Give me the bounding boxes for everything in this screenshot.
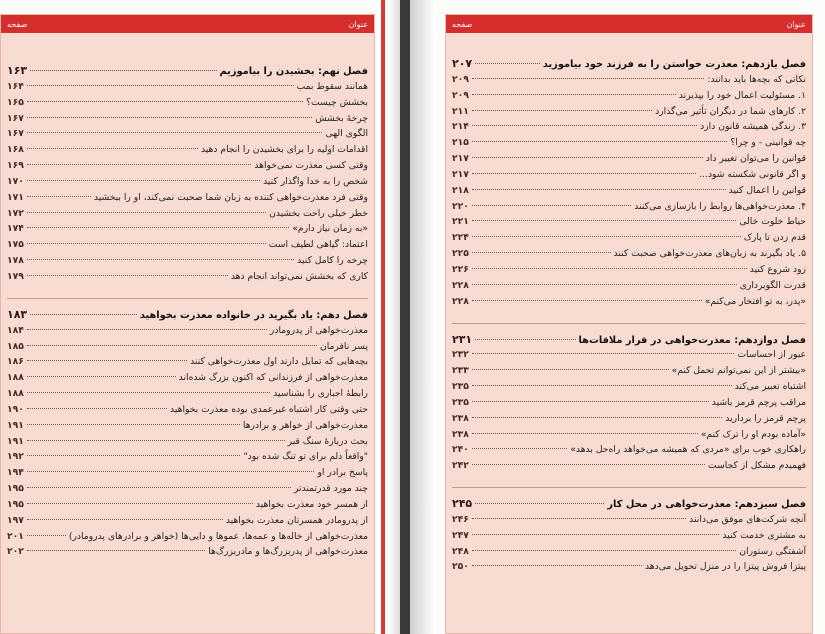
toc-page-number: ۲۰۱: [7, 530, 24, 542]
toc-entry[interactable]: [7, 481, 368, 497]
toc-page-number: ۲۴۶: [452, 513, 469, 525]
toc-page-number: ۲۲۱: [452, 216, 469, 228]
toc-entry-title: بحث دربارهٔ سنگ قبر: [287, 435, 368, 447]
toc-entry[interactable]: [452, 347, 806, 363]
toc-page-number: ۱۸۸: [7, 388, 24, 400]
toc-page-number: ۱۶۹: [7, 160, 24, 172]
dot-leader: [472, 385, 732, 386]
toc-entry[interactable]: [7, 465, 368, 481]
toc-entry-title: پرچم قرمز را بردارید: [725, 412, 806, 424]
dot-leader: [27, 196, 91, 197]
dot-leader: [472, 94, 676, 95]
toc-entry[interactable]: [7, 386, 368, 402]
toc-section: [7, 307, 368, 561]
toc-entry[interactable]: [7, 190, 368, 206]
toc-section: [452, 332, 806, 475]
dot-leader: [472, 173, 696, 174]
toc-entry[interactable]: [7, 269, 368, 285]
toc-entry-title: «به زمان نیاز دارم»: [292, 223, 368, 235]
toc-entry-title: معذرت‌خواهی از خواهر و برادرها: [242, 419, 368, 431]
gutter-shadow-left: [388, 0, 400, 634]
dot-leader: [27, 535, 66, 536]
toc-entry[interactable]: [452, 151, 806, 167]
dot-leader: [27, 376, 176, 377]
toc-entry[interactable]: [452, 246, 806, 262]
dot-leader: [27, 243, 266, 244]
toc-entry[interactable]: [7, 323, 368, 339]
toc-page-number: ۱۹۱: [7, 419, 24, 431]
toc-page-number: ۱۹۰: [7, 403, 24, 415]
dot-leader: [30, 70, 216, 71]
toc-entry-title: معذرت‌خواهی از فرزندانی که اکنون بزرگ شده‌اند: [178, 372, 368, 384]
toc-entry-title: چند مورد قدرتمندتر: [293, 483, 368, 495]
toc-page-number: ۱۹۲: [7, 451, 24, 463]
dot-leader: [27, 392, 270, 393]
toc-entry[interactable]: [452, 512, 806, 528]
toc-page-number: ۲۲۶: [452, 263, 469, 275]
toc-page-number: ۲۳۵: [452, 381, 469, 393]
toc-entry-title: الگوی الهی: [325, 128, 368, 140]
dot-leader: [27, 180, 260, 181]
toc-page-number: ۱۸۸: [7, 372, 24, 384]
toc-page-number: ۲۰۷: [452, 57, 473, 70]
toc-entry-title: حتی وقتی کار اشتباه غیرعمدی بوده معذرت بخواهید: [170, 403, 368, 415]
toc-page-number: ۲۰۲: [7, 546, 24, 558]
toc-page-number: ۱۶۸: [7, 144, 24, 156]
dot-leader: [27, 259, 294, 260]
toc-entry[interactable]: [7, 370, 368, 386]
toc-entry-title: به مشتری خدمت کنید: [722, 529, 806, 541]
toc-page-number: ۲۳۲: [452, 349, 469, 361]
toc-entry[interactable]: [7, 158, 368, 174]
toc-page-number: ۲۳۱: [452, 332, 473, 346]
toc-page-number: ۲۰۹: [452, 73, 469, 85]
toc-entry[interactable]: [452, 294, 806, 310]
dot-leader: [27, 519, 223, 520]
toc-entry[interactable]: [452, 395, 806, 411]
toc-entry[interactable]: [7, 529, 368, 545]
toc-entry[interactable]: [7, 513, 368, 529]
toc-page-number: ۲۵۰: [452, 561, 469, 573]
toc-page-number: ۲۱۷: [452, 153, 469, 165]
toc-header-left: [1, 15, 374, 33]
toc-entry-title: قدرت الگوبرداری: [739, 279, 806, 291]
toc-page-number: ۱۸۵: [7, 340, 24, 352]
toc-entry[interactable]: [452, 88, 806, 104]
toc-entry-title: فهمیدم مشکل از کجاست: [708, 460, 806, 472]
dot-leader: [27, 117, 313, 118]
toc-entry[interactable]: [7, 434, 368, 450]
toc-page-number: ۱۶۷: [7, 128, 24, 140]
dot-leader: [472, 252, 611, 253]
toc-entry[interactable]: [452, 104, 806, 120]
toc-entry-title: چرخه را کامل کنید: [297, 255, 368, 267]
toc-entry[interactable]: [452, 544, 806, 560]
toc-entry-title: قوانین را می‌توان تغییر داد: [705, 153, 806, 165]
toc-entry[interactable]: [452, 72, 806, 88]
toc-entry-title: فصل نهم: بخشیدن را بیاموزیم: [219, 66, 368, 77]
dot-leader: [27, 132, 323, 133]
dot-leader: [27, 503, 253, 504]
toc-entry-title: چه قوانینی - و چرا؟: [730, 137, 806, 149]
toc-entry[interactable]: [452, 442, 806, 458]
section-separator: [452, 487, 806, 488]
toc-page-number: ۱۶۳: [7, 64, 28, 77]
dot-leader: [27, 424, 240, 425]
dot-leader: [27, 471, 315, 472]
toc-section: [7, 63, 368, 285]
dot-leader: [472, 353, 735, 354]
toc-page-number: ۲۴۸: [452, 545, 469, 557]
dot-leader: [472, 125, 697, 126]
toc-page-number: ۲۳۵: [452, 396, 469, 408]
toc-entry[interactable]: [452, 411, 806, 427]
toc-page-number: ۱۶۴: [7, 80, 24, 92]
toc-entry[interactable]: [452, 458, 806, 474]
toc-page-number: ۱۸۴: [7, 324, 24, 336]
toc-entry[interactable]: [452, 427, 806, 443]
toc-entry-title: زود شروع کنید: [749, 263, 806, 275]
dot-leader: [27, 227, 289, 228]
toc-entry[interactable]: [7, 126, 368, 142]
toc-page-number: ۱۷۸: [7, 255, 24, 267]
toc-entry-title: ۲. کارهای شما در دیگران تأثیر می‌گذارد: [655, 105, 806, 117]
dot-leader: [472, 236, 741, 237]
dot-leader: [27, 101, 303, 102]
toc-entry[interactable]: [452, 379, 806, 395]
toc-entry[interactable]: [7, 497, 368, 513]
toc-entry-title: خطر خیلی راحت بخشیدن: [269, 207, 368, 219]
toc-entry-title: وقتی فرد معذرت‌خواهی کننده به زبان شما صحبت نمی‌کند، او را ببخشید: [93, 191, 368, 203]
dot-leader: [30, 314, 137, 315]
toc-page-number: ۱۸۶: [7, 356, 24, 368]
toc-entry[interactable]: [7, 174, 368, 190]
dot-leader: [27, 360, 187, 361]
title-column-label: عنوان: [786, 19, 806, 29]
dot-leader: [27, 329, 267, 330]
dot-leader: [472, 518, 686, 519]
toc-entry-title: قوانین را اعمال کنید: [728, 184, 806, 196]
page-column-label: صفحه: [452, 19, 473, 29]
dot-leader: [27, 408, 167, 409]
dot-leader: [27, 487, 291, 488]
chapter-heading[interactable]: [7, 307, 368, 323]
dot-leader: [472, 189, 726, 190]
toc-entry[interactable]: [452, 262, 806, 278]
toc-page-number: ۲۲۴: [452, 232, 469, 244]
toc-entry[interactable]: [7, 354, 368, 370]
toc-entry[interactable]: [7, 221, 368, 237]
dot-leader: [472, 300, 702, 301]
toc-page-number: ۲۳۸: [452, 428, 469, 440]
toc-entry-title: اعتماد: گیاهی لطیف است: [268, 239, 368, 251]
toc-entry[interactable]: [452, 119, 806, 135]
toc-entry-title: «بیشتر از این نمی‌توانم تحمل کنم»: [671, 365, 806, 377]
toc-page-number: ۲۰۹: [452, 89, 469, 101]
toc-page-number: ۲۴۷: [452, 529, 469, 541]
toc-page-number: ۲۳۳: [452, 365, 469, 377]
toc-entry[interactable]: [452, 230, 806, 246]
toc-page-number: ۲۱۷: [452, 168, 469, 180]
left-page: [0, 0, 385, 634]
dot-leader: [472, 464, 705, 465]
dot-leader: [472, 284, 737, 285]
toc-entry[interactable]: [7, 418, 368, 434]
toc-entry-title: آشفتگی رستوران: [739, 545, 806, 557]
toc-entry-title: حیاط خلوت خالی: [739, 216, 806, 228]
chapter-heading[interactable]: [452, 56, 806, 72]
toc-page-number: ۲۱۸: [452, 184, 469, 196]
toc-page-number: ۲۱۵: [452, 137, 469, 149]
toc-page-number: ۱۶۷: [7, 112, 24, 124]
toc-entry-title: از پدرومادر همسرتان معذرت بخواهید: [225, 514, 368, 526]
toc-page-number: ۱۸۳: [7, 307, 28, 321]
dot-leader: [472, 157, 703, 158]
toc-entry[interactable]: [7, 402, 368, 418]
section-separator: [452, 323, 806, 324]
dot-leader: [27, 455, 241, 456]
section-separator: [7, 298, 368, 299]
toc-entry-title: وقتی کسی معذرت نمی‌خواهد: [254, 160, 368, 172]
toc-entry-title: راهکاری خوب برای «مردی که همیشه می‌خواهد راه‌حل بدهد»: [570, 444, 806, 456]
book-gutter: [400, 0, 410, 634]
toc-page-number: ۲۲۸: [452, 295, 469, 307]
toc-page-number: ۱۹۴: [7, 467, 24, 479]
toc-entry[interactable]: [7, 237, 368, 253]
toc-entry-title: شخص را به خدا واگذار کنید: [263, 175, 368, 187]
toc-entry-title: ۱. مسئولیت اعمال خود را بپذیرند: [678, 89, 806, 101]
toc-entry-title: عبور از احساسات: [737, 349, 806, 361]
toc-entry[interactable]: [7, 142, 368, 158]
dot-leader: [472, 268, 747, 269]
toc-entry-title: کاری که بخشش نمی‌تواند انجام دهد: [230, 270, 368, 282]
toc-entry-title: ۵. یاد بگیرند به زبان‌های معذرت‌خواهی صحبت کنند: [613, 248, 806, 260]
toc-entry-title: معذرت‌خواهی از خاله‌ها و عمه‌ها، عموها و دایی‌ها (خواهر و برادرهای پدرومادر): [68, 530, 368, 542]
dot-leader: [472, 534, 720, 535]
toc-entry-title: فصل سیزدهم: معذرت‌خواهی در محل کار: [607, 499, 806, 511]
toc-page-number: ۱۶۵: [7, 96, 24, 108]
dot-leader: [472, 433, 698, 434]
toc-header-right: [446, 15, 812, 33]
dot-leader: [27, 345, 317, 346]
toc-body-left: [1, 33, 374, 633]
toc-entry-title: مراقب پرچم قرمز باشید: [711, 396, 806, 408]
toc-entry[interactable]: [452, 214, 806, 230]
toc-entry[interactable]: [7, 449, 368, 465]
toc-entry-title: اقدامات اولیه را برای بخشیدن را انجام دهید: [200, 144, 368, 156]
toc-body-right: [446, 33, 812, 633]
toc-entry[interactable]: [452, 559, 806, 575]
toc-entry-title: "واقعاً دلم برای تو تنگ شده بود": [243, 451, 368, 463]
dot-leader: [475, 503, 604, 504]
toc-entry-title: پاسخ برادر او: [317, 467, 368, 479]
page-column-label: صفحه: [7, 19, 28, 29]
toc-entry-title: نکاتی که بچه‌ها باید بدانند:: [707, 73, 806, 85]
toc-box-right: [445, 14, 813, 634]
toc-entry-title: «آماده بودم او را ترک کنم»: [700, 428, 806, 440]
dot-leader: [472, 565, 642, 566]
toc-page-number: ۲۴۰: [452, 444, 469, 456]
toc-page-number: ۱۷۱: [7, 191, 24, 203]
dot-leader: [475, 63, 540, 64]
toc-page-number: ۱۹۵: [7, 498, 24, 510]
dot-leader: [472, 401, 709, 402]
toc-page-number: ۱۷۲: [7, 207, 24, 219]
toc-entry-title: پسر نافرمان: [319, 340, 368, 352]
toc-entry[interactable]: [7, 95, 368, 111]
toc-entry-title: از همسر خود معذرت بخواهید: [255, 498, 368, 510]
toc-page-number: ۲۱۴: [452, 121, 469, 133]
toc-entry-title: ۴. معذرت‌خواهی‌ها روابط را بازسازی می‌کنند: [634, 200, 806, 212]
dot-leader: [27, 164, 251, 165]
dot-leader: [27, 275, 228, 276]
toc-entry-title: چرخهٔ بخشش: [315, 112, 368, 124]
dot-leader: [472, 205, 631, 206]
toc-entry[interactable]: [452, 167, 806, 183]
chapter-heading[interactable]: [452, 332, 806, 348]
toc-page-number: ۱۹۷: [7, 514, 24, 526]
dot-leader: [27, 550, 205, 551]
toc-entry[interactable]: [452, 278, 806, 294]
dot-leader: [27, 440, 285, 441]
toc-entry-title: فصل دوازدهم: معذرت‌خواهی در قرار ملاقات‌ها: [578, 334, 806, 346]
right-page: [435, 0, 825, 634]
dot-leader: [472, 110, 652, 111]
toc-entry-title: آنچه شرکت‌های موفق می‌دانند: [689, 513, 806, 525]
toc-page-number: ۲۴۲: [452, 460, 469, 472]
toc-page-number: ۱۷۴: [7, 223, 24, 235]
toc-page-number: ۲۲۸: [452, 279, 469, 291]
toc-page-number: ۱۹۱: [7, 435, 24, 447]
toc-entry[interactable]: [7, 111, 368, 127]
toc-entry[interactable]: [452, 528, 806, 544]
dot-leader: [472, 78, 705, 79]
toc-page-number: ۲۲۰: [452, 200, 469, 212]
dot-leader: [472, 220, 737, 221]
dot-leader: [472, 417, 722, 418]
toc-entry[interactable]: [7, 544, 368, 560]
red-edge-band: [381, 0, 385, 634]
toc-section: [452, 56, 806, 310]
toc-page-number: ۲۱۱: [452, 105, 469, 117]
toc-entry-title: فصل یازدهم: معذرت خواستن را به فرزند خود بیاموزید: [542, 59, 806, 70]
toc-entry[interactable]: [7, 253, 368, 269]
gutter-shadow-right: [410, 0, 435, 634]
toc-entry-title: فصل دهم: یاد بگیرید در خانواده معذرت بخواهید: [139, 309, 368, 321]
dot-leader: [472, 141, 728, 142]
dot-leader: [472, 448, 567, 449]
toc-entry-title: اشتباه تعبیر می‌کند: [734, 381, 806, 393]
toc-page-number: ۱۷۵: [7, 239, 24, 251]
dot-leader: [472, 550, 736, 551]
dot-leader: [475, 339, 575, 340]
toc-page-number: ۲۴۵: [452, 497, 473, 511]
chapter-heading[interactable]: [7, 63, 368, 79]
toc-entry-title: «پدر، به تو افتخار می‌کنم»: [704, 295, 806, 307]
title-column-label: عنوان: [348, 19, 368, 29]
toc-page-number: ۱۹۵: [7, 483, 24, 495]
dot-leader: [27, 85, 294, 86]
toc-entry-title: معذرت‌خواهی از پدربزرگ‌ها و مادربزرگ‌ها: [208, 546, 368, 558]
dot-leader: [472, 369, 669, 370]
toc-section: [452, 496, 806, 575]
toc-page-number: ۲۳۸: [452, 412, 469, 424]
dot-leader: [27, 212, 266, 213]
toc-entry-title: بچه‌هایی که تمایل دارند اول معذرت‌خواهی کنند: [190, 356, 368, 368]
toc-entry[interactable]: [452, 363, 806, 379]
toc-entry-title: همانند سقوط بمب: [296, 80, 368, 92]
toc-entry[interactable]: [452, 183, 806, 199]
toc-entry[interactable]: [7, 339, 368, 355]
toc-entry[interactable]: [7, 206, 368, 222]
toc-page-number: ۱۷۹: [7, 270, 24, 282]
toc-entry-title: پیتزا فروش پیتزا را در منزل تحویل می‌دهد: [644, 561, 806, 573]
dot-leader: [27, 148, 198, 149]
toc-entry-title: قدم زدن تا پارک: [743, 232, 806, 244]
toc-entry[interactable]: [452, 135, 806, 151]
toc-box-left: [0, 14, 375, 634]
toc-entry-title: بخشش چیست؟: [306, 96, 368, 108]
toc-entry-title: معذرت‌خواهی از پدرومادر: [269, 324, 368, 336]
chapter-heading[interactable]: [452, 496, 806, 512]
toc-entry-title: رابطهٔ اجباری را بشناسید: [273, 388, 368, 400]
toc-entry[interactable]: [7, 79, 368, 95]
toc-entry-title: ۳. زندگی همیشه قانون دارد: [700, 121, 806, 133]
toc-page-number: ۲۲۵: [452, 248, 469, 260]
toc-page-number: ۱۷۰: [7, 175, 24, 187]
toc-entry[interactable]: [452, 199, 806, 215]
toc-entry-title: و اگر قانونی شکسته شود...: [699, 168, 806, 180]
